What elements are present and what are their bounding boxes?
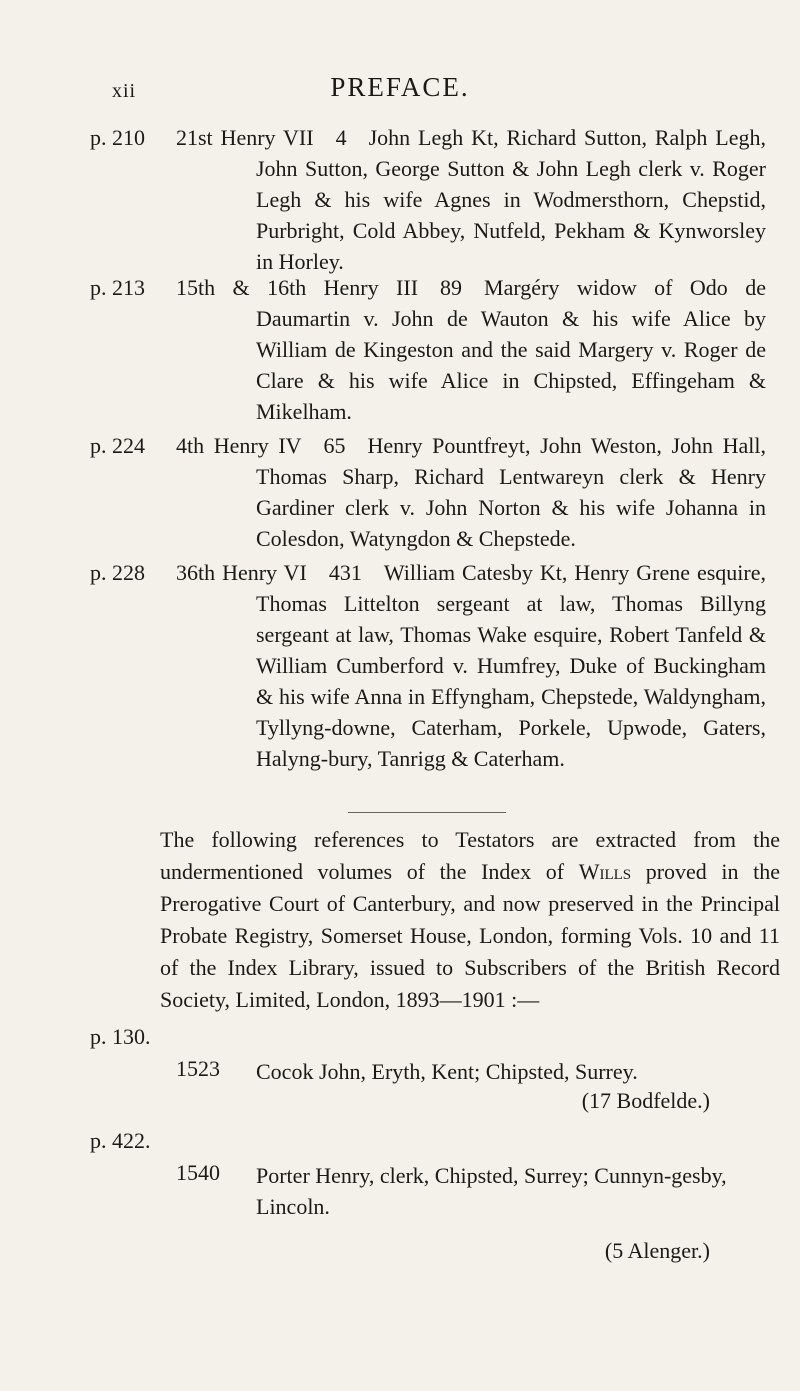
page-header [0, 72, 800, 112]
intro-text-start: The following references to Testators are extracted from the undermentioned volumes of the Index of [160, 827, 780, 884]
page-reference: p. 213 [90, 275, 145, 300]
fine-entry [0, 272, 800, 427]
intro-text-end: proved in the Prerogative Court of Canterbury, and now preserved in the Principal Probate Registry, Somerset House, London, forming Vols. 10 and 11 of the Index Library, issued to Subscribers of the British Record Society, Limited, London, 1893—1901 :— [160, 859, 780, 1012]
fine-entry [0, 430, 800, 554]
section-divider [348, 812, 506, 813]
regnal-year: 21st Henry VII [176, 125, 314, 150]
page-reference: p. 210 [90, 125, 145, 150]
running-head: PREFACE. [330, 72, 470, 102]
fine-number: 89 [440, 275, 463, 300]
fine-parties: William Catesby Kt, Henry Grene esquire, Thomas Littelton sergeant at law, Thomas Billyng sergeant at law, Thomas Wake esquire, Robert Tanfeld & William Cumberford v. Humfrey, Duke of Buckingham & his wife Anna in Effyngham, Chepstede, Waldyngham, Tyllyng-downe, Caterham, Porkele, Upwode, Gaters, Halyng-bury, Tanrigg & Caterham. [256, 560, 766, 771]
fine-number: 431 [328, 560, 362, 585]
page-reference: p. 228 [90, 560, 145, 585]
wills-term: Wills [578, 859, 632, 884]
testator-year: 1523 [176, 1056, 220, 1081]
regnal-year: 4th Henry IV [176, 433, 302, 458]
regnal-year: 36th Henry VI [176, 560, 307, 585]
page-reference: p. 224 [90, 433, 145, 458]
regnal-year: 15th & 16th Henry III [176, 275, 419, 300]
folio-number: xii [112, 80, 137, 102]
fine-number: 65 [323, 433, 346, 458]
fine-entry [0, 122, 800, 277]
entry-text [176, 557, 766, 774]
testator-entry: Porter Henry, clerk, Chipsted, Surrey; Cunnyn-gesby, Lincoln. [256, 1163, 727, 1219]
testator-entry: Cocok John, Eryth, Kent; Chipsted, Surrey. [256, 1059, 638, 1084]
testator-page-reference: p. 130. [90, 1024, 151, 1049]
fine-parties: John Legh Kt, Richard Sutton, Ralph Legh, John Sutton, George Sutton & John Legh clerk v. Roger Legh & his wife Agnes in Wodmersthorn, Chepstid, Purbright, Cold Abbey, Nutfeld, Pekham & Kynworsley in Horley. [256, 125, 767, 274]
testators-introduction [160, 824, 780, 1016]
fine-entry [0, 557, 800, 774]
will-register-reference: (17 Bodfelde.) [581, 1088, 710, 1113]
entry-text [176, 122, 767, 277]
will-register-reference: (5 Alenger.) [604, 1238, 710, 1263]
fine-parties: Margéry widow of Odo de Daumartin v. John de Wauton & his wife Alice by William de Kingeston and the said Margery v. Roger de Clare & his wife Alice in Chipsted, Effingeham & Mikelham. [256, 275, 767, 424]
entry-text [176, 430, 766, 554]
fine-parties: Henry Pountfreyt, John Weston, John Hall, Thomas Sharp, Richard Lentwareyn clerk & Henry Gardiner clerk v. John Norton & his wife Johanna in Colesdon, Watyngdon & Chepstede. [256, 433, 766, 551]
entry-text [176, 272, 767, 427]
testator-page-reference: p. 422. [90, 1128, 151, 1153]
testator-year: 1540 [176, 1160, 220, 1185]
fine-number: 4 [335, 125, 347, 150]
